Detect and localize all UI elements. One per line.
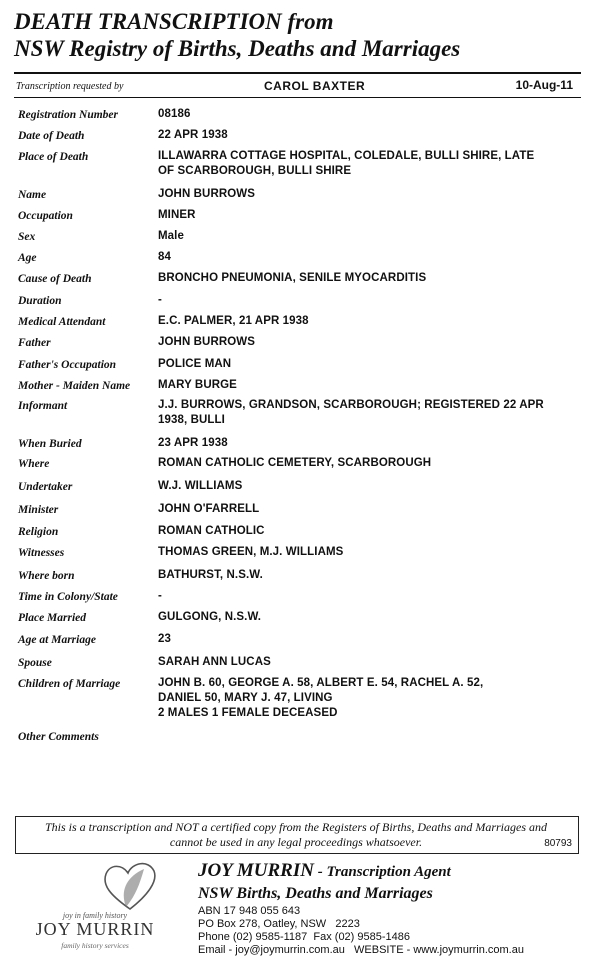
field-row bbox=[18, 271, 578, 293]
logo-brand: JOY MURRIN bbox=[35, 919, 155, 939]
field-value: W.J. WILLIAMS bbox=[158, 480, 243, 492]
field-label: Place of Death bbox=[18, 151, 89, 163]
field-row bbox=[18, 545, 578, 568]
field-row bbox=[18, 149, 578, 187]
field-row bbox=[18, 229, 578, 250]
field-label: Minister bbox=[18, 504, 59, 516]
field-row bbox=[18, 357, 578, 378]
document-title bbox=[14, 8, 584, 62]
field-label: Spouse bbox=[18, 657, 52, 669]
field-value: MARY BURGE bbox=[158, 379, 237, 391]
title-line-1: DEATH TRANSCRIPTION from bbox=[14, 9, 334, 34]
field-value: E.C. PALMER, 21 APR 1938 bbox=[158, 315, 309, 327]
field-row bbox=[18, 208, 578, 229]
field-row bbox=[18, 378, 578, 398]
field-row bbox=[18, 502, 578, 524]
agent-service: NSW Births, Deaths and Marriages bbox=[198, 885, 433, 902]
field-row bbox=[18, 524, 578, 545]
field-label: Duration bbox=[18, 295, 62, 307]
field-row bbox=[18, 398, 578, 436]
field-value: 22 APR 1938 bbox=[158, 129, 228, 141]
field-label: Father bbox=[18, 337, 51, 349]
field-value: ROMAN CATHOLIC bbox=[158, 525, 265, 537]
field-row bbox=[18, 479, 578, 502]
field-value: - bbox=[158, 590, 162, 602]
logo-subtitle: family history services bbox=[61, 941, 129, 950]
heart-leaf-logo-icon bbox=[100, 861, 160, 913]
field-value: 84 bbox=[158, 251, 171, 263]
joy-murrin-logo bbox=[20, 861, 190, 971]
field-value: JOHN BURROWS bbox=[158, 336, 256, 348]
field-value: J.J. BURROWS, GRANDSON, SCARBOROUGH; REGISTERED 22 APR 1938, BULLI bbox=[158, 399, 544, 426]
field-row bbox=[18, 128, 578, 149]
field-value: MINER bbox=[158, 209, 196, 221]
field-row bbox=[18, 335, 578, 357]
field-label: Religion bbox=[18, 526, 59, 538]
field-row bbox=[18, 676, 578, 729]
field-label: Mother - Maiden Name bbox=[18, 380, 131, 392]
agent-email-website: Email - joy@joymurrin.com.au WEBSITE - www.joymurrin.com.au bbox=[198, 944, 524, 956]
title-line-2: NSW Registry of Births, Deaths and Marriages bbox=[14, 36, 461, 61]
field-row bbox=[18, 568, 578, 589]
field-label: When Buried bbox=[18, 438, 82, 450]
field-row bbox=[18, 655, 578, 676]
header-rule-top bbox=[14, 72, 581, 74]
logo-tagline: joy in family history bbox=[62, 911, 128, 920]
field-row bbox=[18, 632, 578, 655]
agent-heading bbox=[198, 860, 588, 883]
field-label: Date of Death bbox=[18, 130, 85, 142]
field-value: JOHN BURROWS bbox=[158, 188, 256, 200]
field-value: BRONCHO PNEUMONIA, SENILE MYOCARDITIS bbox=[158, 272, 427, 284]
header-rule-bottom bbox=[14, 97, 581, 98]
field-value: 23 bbox=[158, 633, 171, 645]
field-row bbox=[18, 456, 578, 479]
field-label: Age at Marriage bbox=[18, 634, 96, 646]
field-label: Medical Attendant bbox=[18, 316, 106, 328]
field-row bbox=[18, 314, 578, 335]
field-row bbox=[18, 187, 578, 208]
agent-abn: ABN 17 948 055 643 bbox=[198, 905, 301, 917]
field-label: Undertaker bbox=[18, 481, 73, 493]
field-label: Children of Marriage bbox=[18, 678, 121, 690]
field-value: THOMAS GREEN, M.J. WILLIAMS bbox=[158, 546, 344, 558]
field-row bbox=[18, 293, 578, 314]
field-value: JOHN B. 60, GEORGE A. 58, ALBERT E. 54, RACHEL A. 52, DANIEL 50, MARY J. 47, LIVING 2 MALES 1 FEMALE DECEASED bbox=[158, 677, 484, 719]
field-label: Where born bbox=[18, 570, 75, 582]
field-row bbox=[18, 107, 578, 128]
field-value: 08186 bbox=[158, 108, 191, 120]
field-label: Sex bbox=[18, 231, 36, 243]
requested-by-label: Transcription requested by bbox=[16, 81, 124, 92]
agent-name: JOY MURRIN bbox=[198, 860, 314, 881]
field-value: POLICE MAN bbox=[158, 358, 232, 370]
field-label: Name bbox=[18, 189, 47, 201]
request-date: 10-Aug-11 bbox=[515, 78, 573, 92]
field-label: Occupation bbox=[18, 210, 73, 222]
field-row bbox=[18, 610, 578, 632]
document-code: 80793 bbox=[544, 838, 572, 849]
field-label: Informant bbox=[18, 400, 68, 412]
field-row bbox=[18, 729, 578, 750]
disclaimer-text: This is a transcription and NOT a certified copy from the Registers of Births, Deaths and Marriages and cannot be used in any legal proceedings whatsoever. bbox=[45, 820, 547, 849]
field-row bbox=[18, 589, 578, 610]
field-value bbox=[158, 729, 578, 750]
field-label: Other Comments bbox=[18, 731, 99, 743]
field-label: Place Married bbox=[18, 612, 87, 624]
field-label: Cause of Death bbox=[18, 273, 92, 285]
field-label: Witnesses bbox=[18, 547, 65, 559]
field-label: Father's Occupation bbox=[18, 359, 117, 371]
field-value: JOHN O'FARRELL bbox=[158, 503, 260, 515]
field-value: Male bbox=[158, 230, 184, 242]
field-value: SARAH ANN LUCAS bbox=[158, 656, 271, 668]
field-value: ILLAWARRA COTTAGE HOSPITAL, COLEDALE, BULLI SHIRE, LATE OF SCARBOROUGH, BULLI SHIRE bbox=[158, 150, 535, 177]
request-row bbox=[14, 77, 581, 97]
agent-role: - Transcription Agent bbox=[313, 864, 451, 880]
field-row bbox=[18, 250, 578, 271]
disclaimer-box bbox=[15, 816, 579, 854]
agent-contact bbox=[198, 860, 588, 957]
field-label: Time in Colony/State bbox=[18, 591, 118, 603]
transcription-fields bbox=[18, 107, 578, 750]
field-value: 23 APR 1938 bbox=[158, 437, 228, 449]
agent-po-box: PO Box 278, Oatley, NSW 2223 bbox=[198, 918, 360, 930]
field-value: GULGONG, N.S.W. bbox=[158, 611, 262, 623]
field-value: BATHURST, N.S.W. bbox=[158, 569, 263, 581]
field-label: Registration Number bbox=[18, 109, 119, 121]
field-label: Where bbox=[18, 458, 50, 470]
field-row bbox=[18, 436, 578, 456]
field-label: Age bbox=[18, 252, 37, 264]
requester-name: CAROL BAXTER bbox=[264, 79, 366, 93]
field-value: - bbox=[158, 294, 162, 306]
field-value: ROMAN CATHOLIC CEMETERY, SCARBOROUGH bbox=[158, 457, 432, 469]
agent-phone: Phone (02) 9585-1187 Fax (02) 9585-1486 bbox=[198, 931, 410, 943]
